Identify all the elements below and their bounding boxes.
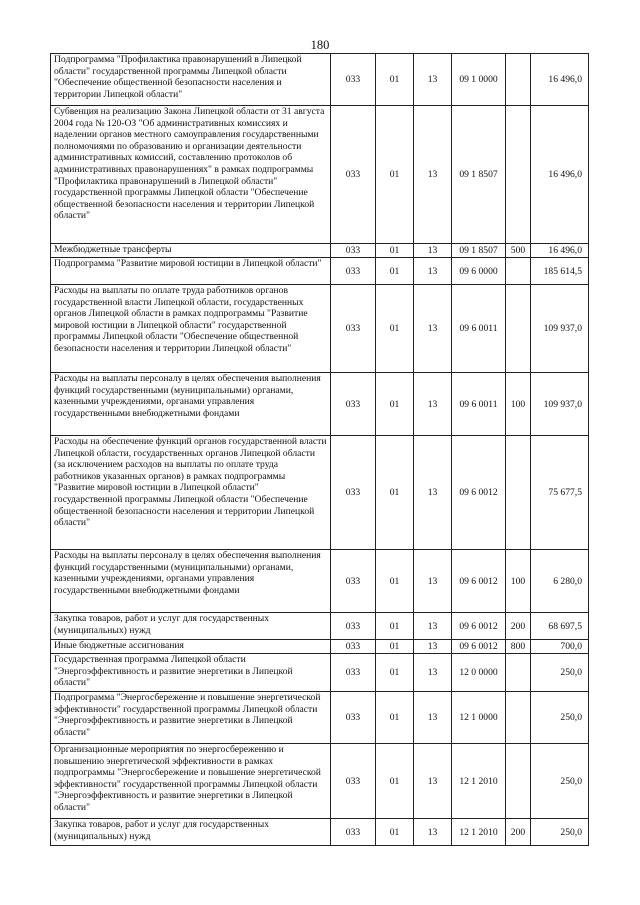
row-description: Расходы на выплаты персоналу в целях обеспечения выполнения функций государственными (муниципальными) органами, казенными учреждениями, органами управления государственными внебюджетными фондами [51, 550, 331, 613]
row-description: Расходы на выплаты по оплате труда работников органов государственной власти Липецкой области, государственных органов Липецкой области в рамках подпрограммы "Развитие мировой юстиции в Липецкой области" государственной программы Липецкой области "Обеспечение общественной безопасности населения и территории Липецкой области" [51, 285, 331, 373]
section-code: 01 [376, 373, 414, 436]
target-article: 09 6 0011 [452, 373, 506, 436]
subsection-code: 13 [414, 373, 452, 436]
subsection-code: 13 [414, 692, 452, 744]
subsection-code: 13 [414, 106, 452, 244]
section-code: 01 [376, 654, 414, 692]
ministry-code: 033 [331, 550, 376, 613]
table-row [51, 654, 589, 692]
subsection-code: 13 [414, 640, 452, 654]
expense-type: 100 [506, 373, 531, 436]
table-body [51, 54, 589, 846]
table-row [51, 106, 589, 244]
target-article: 09 6 0012 [452, 640, 506, 654]
target-article: 09 1 8507 [452, 106, 506, 244]
expense-type [506, 54, 531, 106]
amount: 250,0 [531, 692, 589, 744]
table-row [51, 744, 589, 819]
expense-type: 100 [506, 550, 531, 613]
target-article: 12 1 2010 [452, 819, 506, 846]
ministry-code: 033 [331, 54, 376, 106]
ministry-code: 033 [331, 436, 376, 550]
subsection-code: 13 [414, 285, 452, 373]
row-description: Межбюджетные трансферты [51, 244, 331, 258]
target-article: 12 1 0000 [452, 692, 506, 744]
table-row [51, 550, 589, 613]
amount: 700,0 [531, 640, 589, 654]
expense-type: 200 [506, 819, 531, 846]
amount: 16 496,0 [531, 106, 589, 244]
row-description: Расходы на выплаты персоналу в целях обеспечения выполнения функций государственными (муниципальными) органами, казенными учреждениями, органами управления государственными внебюджетными фондами [51, 373, 331, 436]
ministry-code: 033 [331, 244, 376, 258]
section-code: 01 [376, 692, 414, 744]
ministry-code: 033 [331, 285, 376, 373]
section-code: 01 [376, 285, 414, 373]
row-description: Расходы на обеспечение функций органов государственной власти Липецкой области, государственных органов Липецкой области (за исключением расходов на выплаты по оплате труда работников указанных органов) в рамках подпрограммы "Развитие мировой юстиции в Липецкой области" государственной программы Липецкой области "Обеспечение общественной безопасности населения и территории Липецкой области" [51, 436, 331, 550]
target-article: 09 1 8507 [452, 244, 506, 258]
row-description: Подпрограмма "Развитие мировой юстиции в Липецкой области" [51, 258, 331, 285]
row-description: Закупка товаров, работ и услуг для государственных (муниципальных) нужд [51, 613, 331, 640]
amount: 185 614,5 [531, 258, 589, 285]
subsection-code: 13 [414, 819, 452, 846]
target-article: 09 6 0011 [452, 285, 506, 373]
expense-type [506, 258, 531, 285]
amount: 250,0 [531, 654, 589, 692]
table-row [51, 54, 589, 106]
budget-table [50, 53, 589, 846]
expense-type [506, 744, 531, 819]
section-code: 01 [376, 258, 414, 285]
amount: 16 496,0 [531, 244, 589, 258]
ministry-code: 033 [331, 106, 376, 244]
expense-type [506, 436, 531, 550]
table-row [51, 373, 589, 436]
table-row [51, 285, 589, 373]
subsection-code: 13 [414, 613, 452, 640]
subsection-code: 13 [414, 654, 452, 692]
page-number: 180 [310, 38, 330, 52]
amount: 250,0 [531, 744, 589, 819]
subsection-code: 13 [414, 550, 452, 613]
amount: 75 677,5 [531, 436, 589, 550]
ministry-code: 033 [331, 692, 376, 744]
target-article: 09 6 0012 [452, 550, 506, 613]
row-description: Организационные мероприятия по энергосбережению и повышению энергетической эффективности в рамках подпрограммы "Энергосбережение и повышение энергетической эффективности" государственной программы Липецкой области "Энергоэффективность и развитие энергетики в Липецкой области" [51, 744, 331, 819]
section-code: 01 [376, 106, 414, 244]
ministry-code: 033 [331, 258, 376, 285]
target-article: 09 1 0000 [452, 54, 506, 106]
subsection-code: 13 [414, 54, 452, 106]
expense-type: 200 [506, 613, 531, 640]
section-code: 01 [376, 613, 414, 640]
expense-type [506, 106, 531, 244]
table-row [51, 692, 589, 744]
table-row [51, 258, 589, 285]
expense-type: 800 [506, 640, 531, 654]
amount: 250,0 [531, 819, 589, 846]
target-article: 12 1 2010 [452, 744, 506, 819]
section-code: 01 [376, 819, 414, 846]
row-description: Государственная программа Липецкой области "Энергоэффективность и развитие энергетики в Липецкой области" [51, 654, 331, 692]
ministry-code: 033 [331, 373, 376, 436]
ministry-code: 033 [331, 613, 376, 640]
amount: 6 280,0 [531, 550, 589, 613]
ministry-code: 033 [331, 744, 376, 819]
target-article: 09 6 0012 [452, 436, 506, 550]
table-row [51, 613, 589, 640]
subsection-code: 13 [414, 744, 452, 819]
expense-type [506, 654, 531, 692]
amount: 109 937,0 [531, 285, 589, 373]
target-article: 12 0 0000 [452, 654, 506, 692]
target-article: 09 6 0012 [452, 613, 506, 640]
expense-type [506, 692, 531, 744]
row-description: Закупка товаров, работ и услуг для государственных (муниципальных) нужд [51, 819, 331, 846]
table-row [51, 244, 589, 258]
table-row [51, 819, 589, 846]
section-code: 01 [376, 436, 414, 550]
table-row [51, 640, 589, 654]
table-row [51, 436, 589, 550]
ministry-code: 033 [331, 819, 376, 846]
subsection-code: 13 [414, 258, 452, 285]
section-code: 01 [376, 54, 414, 106]
amount: 109 937,0 [531, 373, 589, 436]
row-description: Подпрограмма "Профилактика правонарушений в Липецкой области" государственной программы Липецкой области "Обеспечение общественной безопасности населения и территории Липецкой области" [51, 54, 331, 106]
row-description: Подпрограмма "Энергосбережение и повышение энергетической эффективности" государственной программы Липецкой области "Энергоэффективность и развитие энергетики в Липецкой области" [51, 692, 331, 744]
subsection-code: 13 [414, 244, 452, 258]
ministry-code: 033 [331, 640, 376, 654]
subsection-code: 13 [414, 436, 452, 550]
amount: 16 496,0 [531, 54, 589, 106]
row-description: Субвенция на реализацию Закона Липецкой области от 31 августа 2004 года № 120-ОЗ "Об административных комиссиях и наделении органов местного самоуправления государственными полномочиями по образованию и организации деятельности административных комиссий, составлению протоколов об административных правонарушениях" в рамках подпрограммы "Профилактика правонарушений в Липецкой области" государственной программы Липецкой области "Обеспечение общественной безопасности населения и территории Липецкой области" [51, 106, 331, 244]
section-code: 01 [376, 244, 414, 258]
expense-type [506, 285, 531, 373]
target-article: 09 6 0000 [452, 258, 506, 285]
ministry-code: 033 [331, 654, 376, 692]
section-code: 01 [376, 640, 414, 654]
section-code: 01 [376, 550, 414, 613]
section-code: 01 [376, 744, 414, 819]
expense-type: 500 [506, 244, 531, 258]
row-description: Иные бюджетные ассигнования [51, 640, 331, 654]
amount: 68 697,5 [531, 613, 589, 640]
